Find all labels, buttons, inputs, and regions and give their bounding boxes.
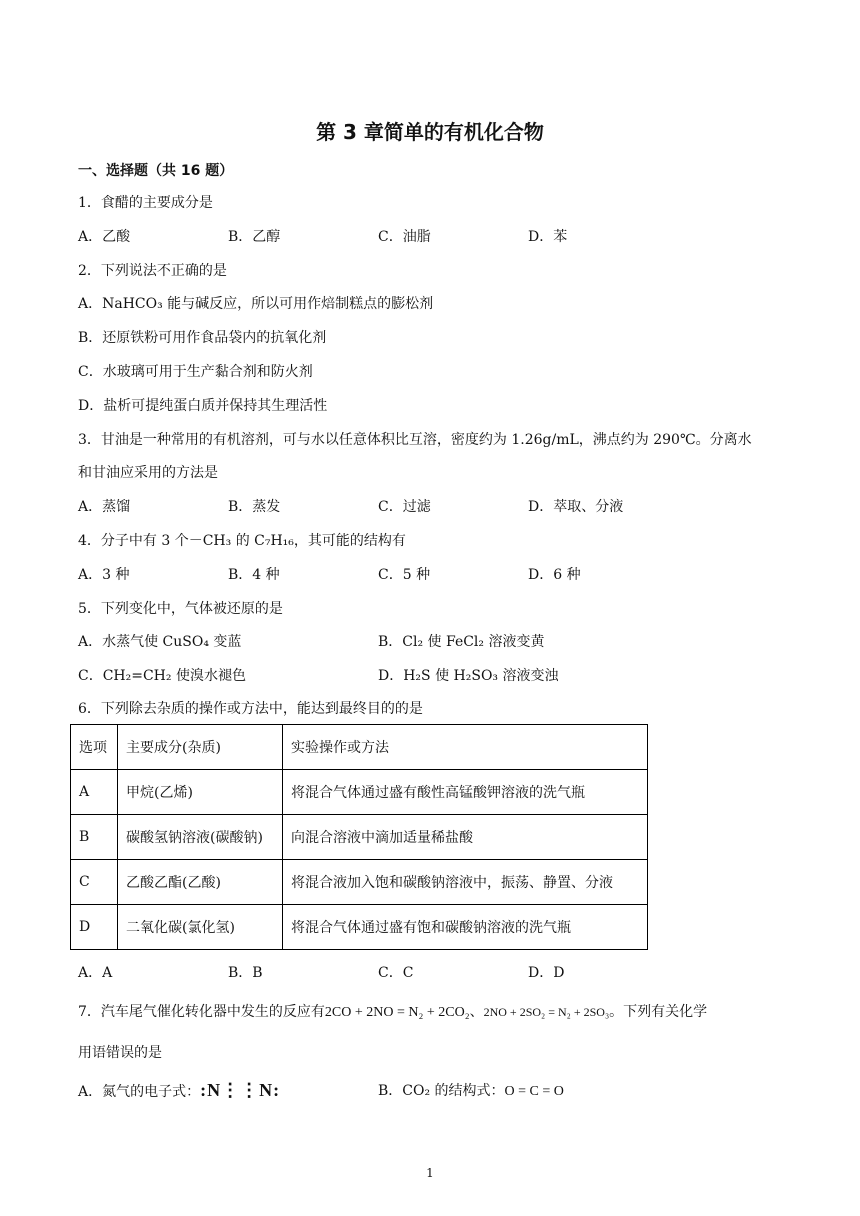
q5-option-a: A．水蒸气使 CuSO₄ 变蓝 <box>78 634 242 650</box>
question-7-stem-line2: 用语错误的是 <box>78 1045 162 1061</box>
q6-option-a: A．A <box>78 965 113 981</box>
q3-option-c: C．过滤 <box>378 499 431 515</box>
q6-table <box>70 724 648 950</box>
q1-option-b: B．乙醇 <box>228 229 281 245</box>
question-2-stem: 2．下列说法不正确的是 <box>78 263 227 279</box>
question-6-stem: 6．下列除去杂质的操作或方法中，能达到最终目的的是 <box>78 701 423 717</box>
q7-separator: 、 <box>469 1004 484 1020</box>
table-row <box>71 770 648 815</box>
q4-option-d: D．6 种 <box>528 567 581 583</box>
table-cell: B <box>71 815 118 860</box>
q7-option-b-label: B．CO₂ 的结构式： <box>378 1083 505 1099</box>
question-3-stem-line2: 和甘油应采用的方法是 <box>78 465 218 481</box>
q7-option-b <box>378 1080 564 1100</box>
q6-option-c: C．C <box>378 965 414 981</box>
table-cell: 二氧化碳(氯化氢) <box>118 905 283 950</box>
table-row <box>71 815 648 860</box>
q7-stem-prefix: 7．汽车尾气催化转化器中发生的反应有 <box>78 1004 325 1020</box>
q4-option-b: B．4 种 <box>228 567 280 583</box>
table-header-cell: 实验操作或方法 <box>283 725 648 770</box>
q3-option-a: A．蒸馏 <box>78 499 131 515</box>
q1-option-d: D．苯 <box>528 229 568 245</box>
table-cell: 将混合气体通过盛有酸性高锰酸钾溶液的洗气瓶 <box>283 770 648 815</box>
q5-option-d: D．H₂S 使 H₂SO₃ 溶液变浊 <box>378 668 559 684</box>
q7-equation-2: 2NO + 2SO₂ = N₂ + 2SO₃ <box>483 1005 610 1019</box>
q4-option-c: C．5 种 <box>378 567 431 583</box>
table-header-cell: 选项 <box>71 725 118 770</box>
question-3-stem-line1: 3．甘油是一种常用的有机溶剂，可与水以任意体积比互溶，密度约为 1.26g/mL，沸点约为 290℃。分离水 <box>78 432 752 448</box>
q2-option-b: B．还原铁粉可用作食品袋内的抗氧化剂 <box>78 330 327 346</box>
table-cell: 乙酸乙酯(乙酸) <box>118 860 283 905</box>
q7-option-a-formula: :N⋮⋮N: <box>200 1080 281 1100</box>
q7-equation-1: 2CO + 2NO = N₂ + 2CO₂ <box>324 1005 470 1020</box>
q4-option-a: A．3 种 <box>78 567 130 583</box>
question-4-stem: 4．分子中有 3 个－CH₃ 的 C₇H₁₆，其可能的结构有 <box>78 533 406 549</box>
q5-option-c: C．CH₂=CH₂ 使溴水褪色 <box>78 668 246 684</box>
q2-option-c: C．水玻璃可用于生产黏合剂和防火剂 <box>78 364 313 380</box>
table-row <box>71 860 648 905</box>
q5-option-b: B．Cl₂ 使 FeCl₂ 溶液变黄 <box>378 634 545 650</box>
page-number: 1 <box>426 1166 434 1180</box>
table-cell: D <box>71 905 118 950</box>
q7-option-a <box>78 1080 280 1101</box>
table-header-cell: 主要成分(杂质) <box>118 725 283 770</box>
q6-option-d: D．D <box>528 965 565 981</box>
q1-option-a: A．乙酸 <box>78 229 131 245</box>
q7-option-a-label: A．氮气的电子式： <box>78 1084 201 1100</box>
q2-option-a: A．NaHCO₃ 能与碱反应，所以可用作焙制糕点的膨松剂 <box>78 296 434 312</box>
table-header-row <box>71 725 648 770</box>
table-cell: C <box>71 860 118 905</box>
q7-stem-suffix: 。下列有关化学 <box>609 1004 708 1020</box>
q1-option-c: C．油脂 <box>378 229 431 245</box>
question-1-stem: 1．食醋的主要成分是 <box>78 195 213 211</box>
table-cell: 将混合液加入饱和碳酸钠溶液中，振荡、静置、分液 <box>283 860 648 905</box>
table-cell: 将混合气体通过盛有饱和碳酸钠溶液的洗气瓶 <box>283 905 648 950</box>
q3-option-b: B．蒸发 <box>228 499 281 515</box>
q3-option-d: D．萃取、分液 <box>528 499 624 515</box>
table-row <box>71 905 648 950</box>
page-title: 第 3 章简单的有机化合物 <box>316 120 544 144</box>
table-cell: 甲烷(乙烯) <box>118 770 283 815</box>
table-cell: A <box>71 770 118 815</box>
table-cell: 碳酸氢钠溶液(碳酸钠) <box>118 815 283 860</box>
q7-option-b-formula: O = C = O <box>504 1084 564 1099</box>
section-heading: 一、选择题（共 16 题） <box>78 163 234 179</box>
question-5-stem: 5．下列变化中，气体被还原的是 <box>78 601 283 617</box>
q6-option-b: B．B <box>228 965 263 981</box>
q2-option-d: D．盐析可提纯蛋白质并保持其生理活性 <box>78 398 328 414</box>
question-7-stem-line1 <box>78 1001 707 1021</box>
table-cell: 向混合溶液中滴加适量稀盐酸 <box>283 815 648 860</box>
